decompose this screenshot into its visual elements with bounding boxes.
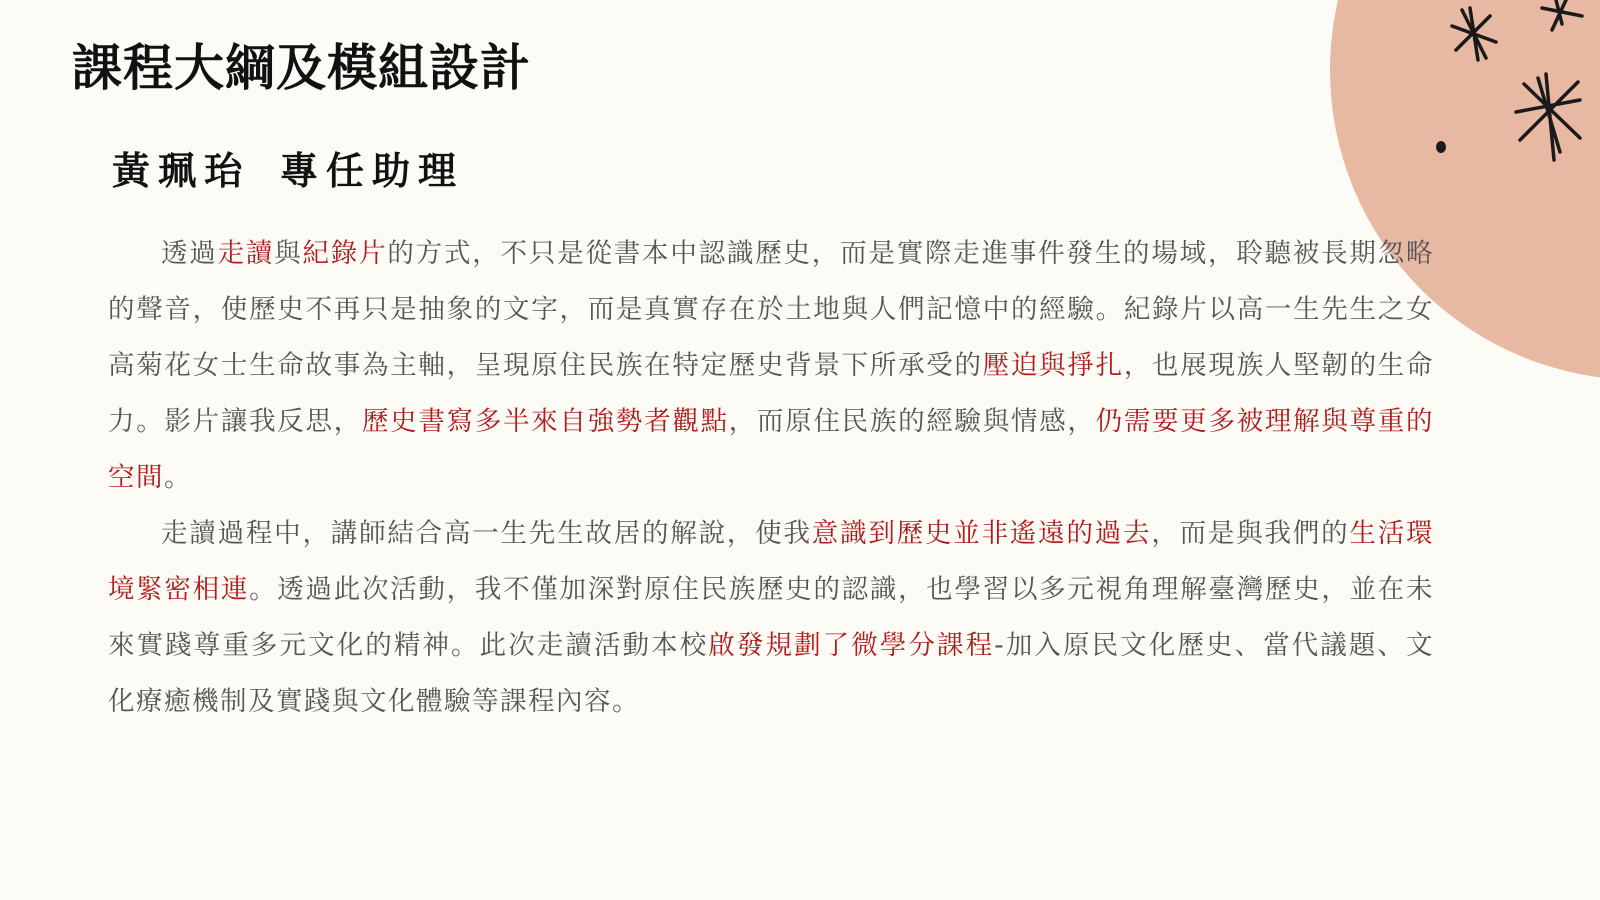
highlighted-text: 啟發規劃了微學分課程 xyxy=(708,630,995,661)
author-name: 黃珮珆 xyxy=(112,149,251,193)
highlighted-text: 紀錄片 xyxy=(302,238,388,269)
paragraph-text: 走讀過程中，講師結合高一生先生故居的解說，使我 xyxy=(161,518,812,549)
paragraph-text: -加入原民文化歷史、當代議題、文化療癒機制及實踐與文化體驗等課程內容。 xyxy=(108,630,1435,717)
highlighted-text: 歷史書寫多半來自強勢者觀點 xyxy=(361,406,729,437)
author-line xyxy=(112,140,464,195)
paragraph-text: ，而原住民族的經驗與情感， xyxy=(728,406,1096,437)
paragraph-text: ，而是與我們的 xyxy=(1151,518,1350,549)
highlighted-text: 走讀 xyxy=(217,238,275,269)
highlighted-text: 意識到歷史並非遙遠的過去 xyxy=(811,518,1152,549)
body-text xyxy=(108,226,1434,730)
paragraph-text: 。 xyxy=(164,462,192,493)
paragraph-text: 與 xyxy=(274,238,303,269)
paragraph xyxy=(108,506,1434,730)
highlighted-text: 壓迫與掙扎 xyxy=(982,350,1124,381)
paragraph xyxy=(108,226,1434,506)
paragraph-text: 透過 xyxy=(161,238,218,269)
paragraph-text: ，也展現族人堅韌的生命力。影片讓我反思， xyxy=(108,350,1435,437)
author-role: 專任助理 xyxy=(280,149,465,193)
highlighted-text: 仍需要更多被理解與尊重的空間 xyxy=(108,406,1435,493)
paragraph-text: 。透過此次活動，我不僅加深對原住民族歷史的認識，也學習以多元視角理解臺灣歷史，並在未來實踐尊重多元文化的精神。此次走讀活動本校 xyxy=(108,574,1435,661)
highlighted-text: 生活環境緊密相連 xyxy=(108,518,1435,605)
paragraph-text: 的方式，不只是從書本中認識歷史，而是實際走進事件發生的場域，聆聽被長期忽略的聲音，使歷史不再只是抽象的文字，而是真實存在於土地與人們記憶中的經驗。紀錄片以高一生先生之女高菊花女士生命故事為主軸，呈現原住民族在特定歷史背景下所承受的 xyxy=(108,238,1435,381)
page-title: 課程大綱及模組設計 xyxy=(72,38,531,97)
dot xyxy=(1436,141,1446,153)
